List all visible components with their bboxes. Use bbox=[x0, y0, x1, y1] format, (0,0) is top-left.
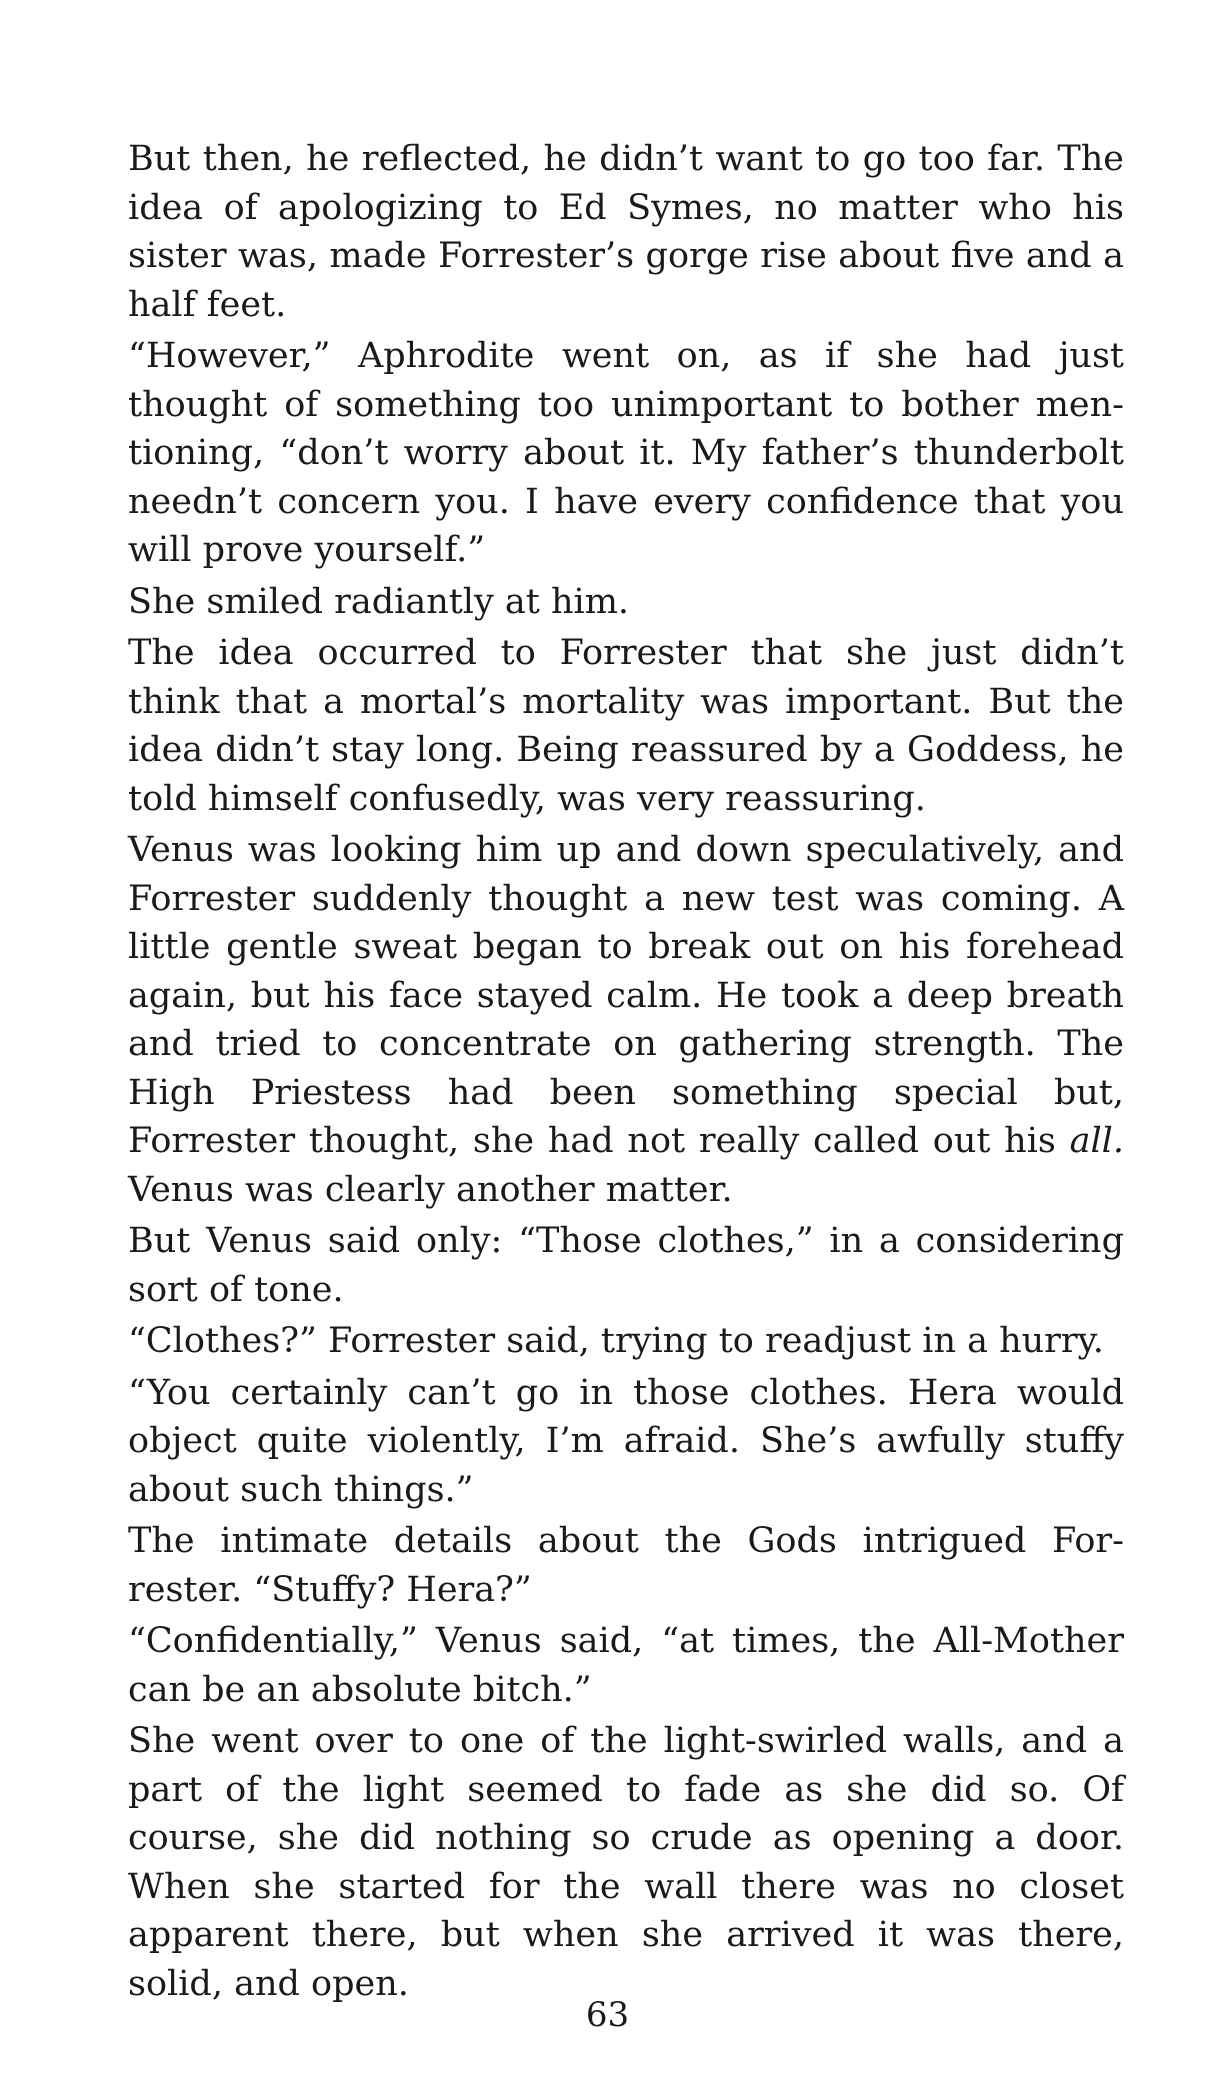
paragraph-7: “Clothes?” Forrester said, trying to readjust in a hurry. bbox=[128, 1321, 1104, 1361]
paragraph-9: The intimate details about the Gods intrigued Forrester. “Stuffy? Hera?” bbox=[128, 1521, 1124, 1610]
paragraph-5-text-before: Venus was looking him up and down speculatively, and Forrester suddenly thought a new test was coming. A little gentle sweat began to break out on his forehead again, but his face stayed calm. He took a deep breath and tried to concentrate on gathering strength. The High Priestess had been something special but, Forrester thought, she had not really called out his bbox=[128, 830, 1124, 1161]
paragraph-5-emphasis: all. bbox=[1069, 1121, 1124, 1161]
paragraph-3: She smiled radiantly at him. bbox=[128, 581, 630, 622]
paragraph-10: “Confidentially,” Venus said, “at times, the All-Mother can be an absolute bitch.” bbox=[128, 1621, 1124, 1710]
paragraph-4: The idea occurred to Forrester that she just didn’t think that a mortal’s mortality was important. But the idea didn’t stay long. Being reassured by a Goddess, he told himself confusedly, was very reassuring. bbox=[128, 633, 1124, 819]
paragraph-5 bbox=[128, 826, 1124, 1214]
paragraph-5-text-after: Venus was clearly another matter. bbox=[128, 1169, 733, 1210]
paragraph-6: But Venus said only: “Those clothes,” in a considering sort of tone. bbox=[128, 1221, 1124, 1310]
page-body bbox=[128, 135, 1124, 2011]
paragraph-11: She went over to one of the light-swirled walls, and a part of the light seemed to fade as she did so. Of course, she did nothing so crude as opening a door. When she started for the wall there was no closet apparent there, but when she arrived it was there, solid, and open. bbox=[128, 1721, 1124, 2004]
page-number: 63 bbox=[585, 1995, 630, 2035]
paragraph-8: “You certainly can’t go in those clothes. Hera would object quite violently, I’m afraid. She’s awfully stuffy about such things.” bbox=[128, 1372, 1124, 1510]
paragraph-1: But then, he reflected, he didn’t want to go too far. The idea of apologizing to Ed Symes, no matter who his sister was, made Forrester’s gorge rise about five and a half feet. bbox=[128, 139, 1124, 325]
paragraph-2: “However,” Aphrodite went on, as if she had just thought of something too unimportant to bother mentioning, “don’t worry about it. My father’s thunderbolt needn’t concern you. I have every confidence that you will prove yourself.” bbox=[128, 336, 1124, 570]
